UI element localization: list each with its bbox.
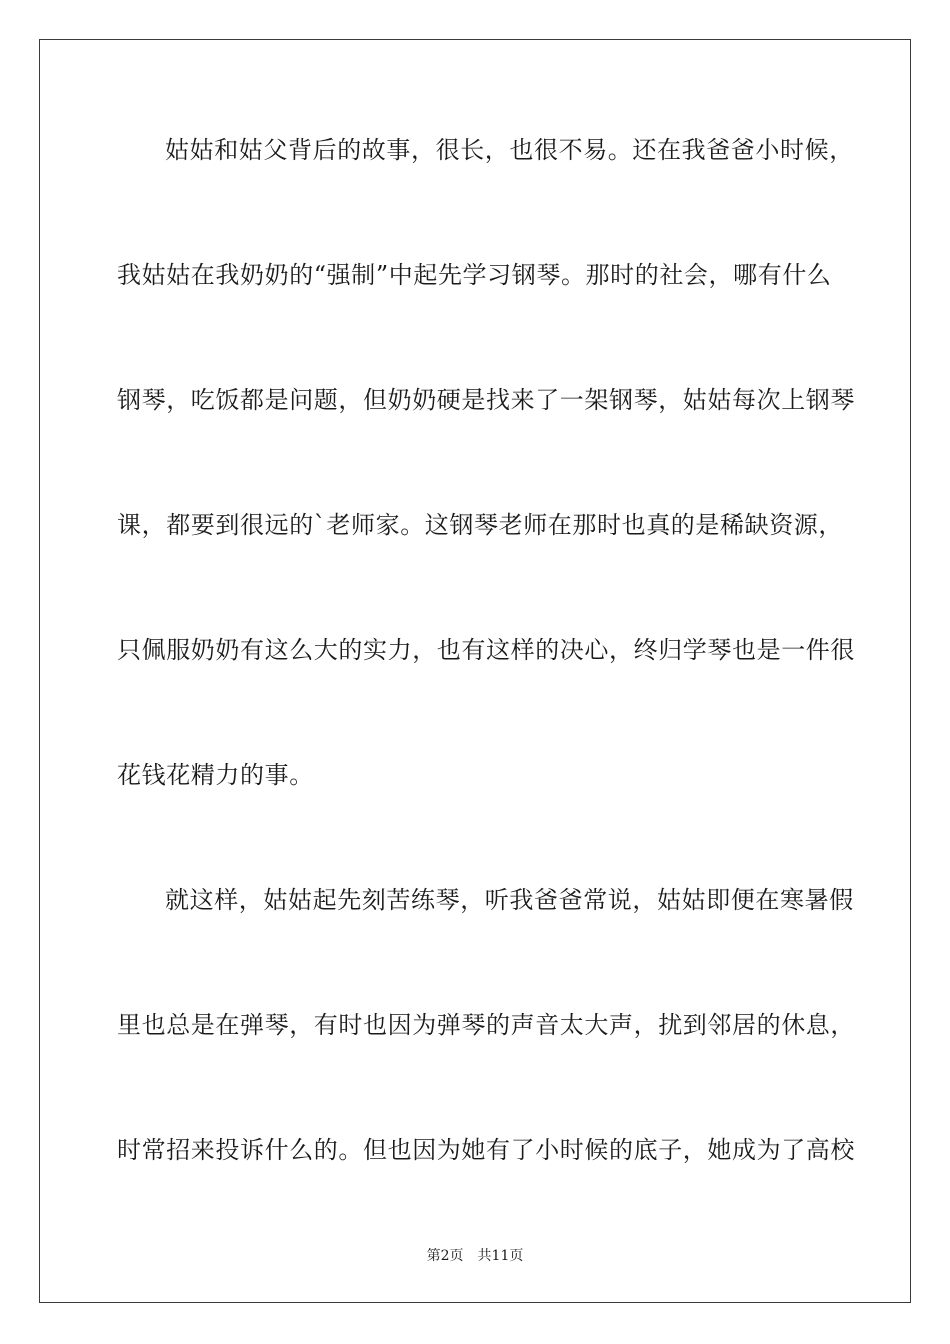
paragraph-1-line-6: 花钱花精力的事。 (117, 761, 314, 789)
page-number: 第2页 (426, 1248, 464, 1264)
paragraph-2-line-1: 就这样，姑姑起先刻苦练琴，听我爸爸常说，姑姑即便在寒暑假 (165, 886, 854, 914)
paragraph-1-line-5: 只佩服奶奶有这么大的实力，也有这样的决心，终归学琴也是一件很 (117, 636, 855, 664)
paragraph-1-line-4: 课，都要到很远的`老师家。这钢琴老师在那时也真的是稀缺资源， (117, 511, 843, 539)
paragraph-2-line-3: 时常招来投诉什么的。但也因为她有了小时候的底子，她成为了高校 (117, 1136, 855, 1164)
paragraph-1-line-2: 我姑姑在我奶奶的“强制”中起先学习钢琴。那时的社会，哪有什么 (117, 261, 832, 289)
paragraph-2-line-2: 里也总是在弹琴，有时也因为弹琴的声音太大声，扰到邻居的休息， (117, 1011, 855, 1039)
paragraph-1-line-3: 钢琴，吃饭都是问题，但奶奶硬是找来了一架钢琴，姑姑每次上钢琴 (117, 386, 855, 414)
page-total: 共11页 (477, 1248, 524, 1264)
page-footer (0, 1247, 950, 1265)
page-border (39, 39, 911, 1303)
paragraph-1-line-1: 姑姑和姑父背后的故事，很长，也很不易。还在我爸爸小时候， (165, 136, 854, 164)
